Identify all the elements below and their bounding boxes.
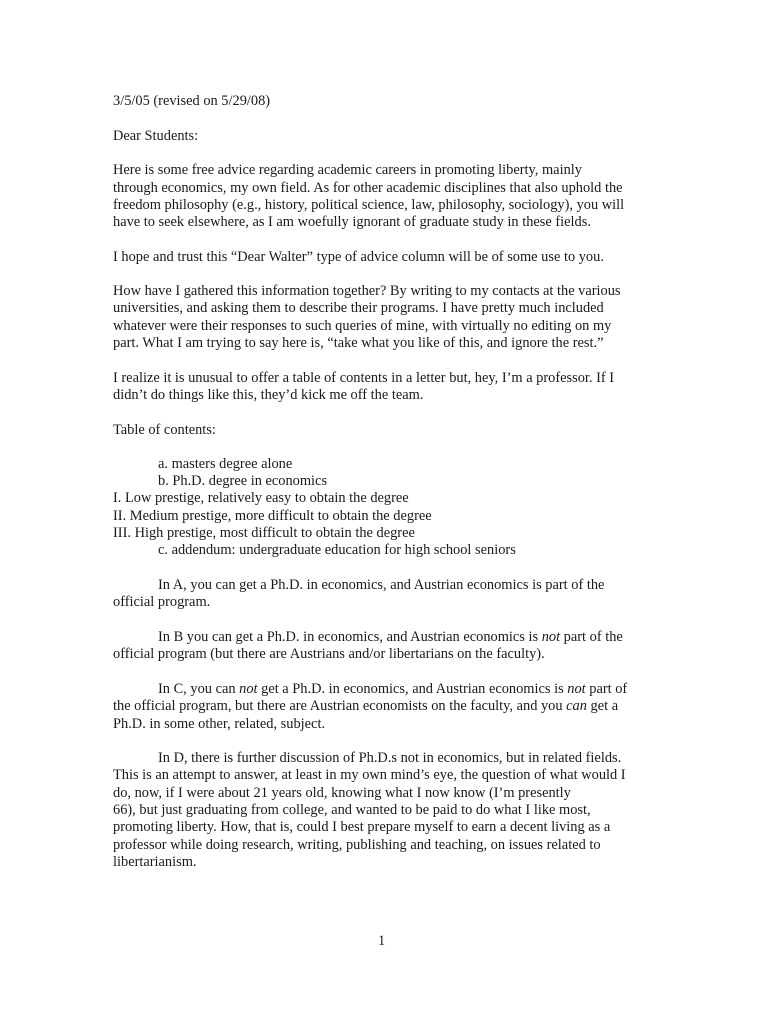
toc-heading: Table of contents:	[113, 422, 216, 438]
toc-item-c: c. addendum: undergraduate education for high school seniors	[158, 542, 516, 558]
emphasis-text: not	[567, 681, 586, 697]
toc-item-iii: III. High prestige, most difficult to obtain the degree	[113, 525, 415, 541]
toc-item-i: I. Low prestige, relatively easy to obtain the degree	[113, 490, 409, 506]
paragraph-d-line: In D, there is further discussion of Ph.D.s not in economics, but in related fields.	[158, 750, 622, 766]
paragraph-3-line: universities, and asking them to describe their programs. I have pretty much included	[113, 300, 604, 316]
paragraph-a-line: In A, you can get a Ph.D. in economics, and Austrian economics is part of the	[158, 577, 605, 593]
text-run: the official program, but there are Austrian economists on the faculty, and you	[113, 698, 567, 714]
text-run: part of	[585, 681, 628, 697]
text-run: In C, you can	[158, 681, 240, 697]
paragraph-d-line: professor while doing research, writing, publishing and teaching, on issues related to	[113, 837, 601, 853]
paragraph-3-line: How have I gathered this information together? By writing to my contacts at the various	[113, 283, 621, 299]
paragraph-3-line: part. What I am trying to say here is, “take what you like of this, and ignore the rest.”	[113, 335, 604, 351]
toc-item-ii: II. Medium prestige, more difficult to obtain the degree	[113, 508, 432, 524]
paragraph-3-line: whatever were their responses to such queries of mine, with virtually no editing on my	[113, 318, 612, 334]
letter-date: 3/5/05 (revised on 5/29/08)	[113, 93, 271, 109]
paragraph-1-line: have to seek elsewhere, as I am woefully ignorant of graduate study in these fields.	[113, 214, 591, 230]
page-number: 1	[378, 933, 386, 949]
paragraph-d-line: This is an attempt to answer, at least in my own mind’s eye, the question of what would I	[113, 767, 626, 783]
paragraph-4-line: I realize it is unusual to offer a table of contents in a letter but, hey, I’m a professor. If I	[113, 370, 615, 386]
paragraph-2: I hope and trust this “Dear Walter” type of advice column will be of some use to you.	[113, 249, 604, 265]
text-run: part of the	[560, 629, 623, 645]
paragraph-d-line: do, now, if I were about 21 years old, knowing what I now know (I’m presently	[113, 785, 571, 801]
emphasis-text: not	[541, 629, 561, 645]
paragraph-1-line: Here is some free advice regarding academic careers in promoting liberty, mainly	[113, 162, 582, 178]
paragraph-b-line	[158, 628, 623, 646]
toc-item-b: b. Ph.D. degree in economics	[158, 473, 328, 489]
paragraph-4-line: didn’t do things like this, they’d kick me off the team.	[113, 387, 424, 403]
text-run: get a Ph.D. in economics, and Austrian economics is	[257, 681, 568, 697]
paragraph-d-line: 66), but just graduating from college, and wanted to be paid to do what I like most,	[113, 802, 591, 818]
emphasis-text: can	[566, 698, 587, 714]
paragraph-1-line: freedom philosophy (e.g., history, political science, law, philosophy, sociology), you will	[113, 197, 625, 213]
paragraph-c-line	[113, 697, 618, 715]
toc-item-a: a. masters degree alone	[158, 456, 293, 472]
paragraph-c-line	[158, 680, 627, 698]
paragraph-c-line: Ph.D. in some other, related, subject.	[113, 716, 326, 732]
text-run: In B you can get a Ph.D. in economics, and Austrian economics is	[158, 629, 542, 645]
paragraph-a-line: official program.	[113, 594, 211, 610]
paragraph-1-line: through economics, my own field. As for other academic disciplines that also uphold the	[113, 180, 623, 196]
salutation: Dear Students:	[113, 128, 199, 144]
emphasis-text: not	[239, 681, 258, 697]
paragraph-d-line: promoting liberty. How, that is, could I best prepare myself to earn a decent living as a	[113, 819, 611, 835]
text-run: get a	[586, 698, 619, 714]
paragraph-b-line: official program (but there are Austrians and/or libertarians on the faculty).	[113, 646, 545, 662]
paragraph-d-line: libertarianism.	[113, 854, 197, 870]
